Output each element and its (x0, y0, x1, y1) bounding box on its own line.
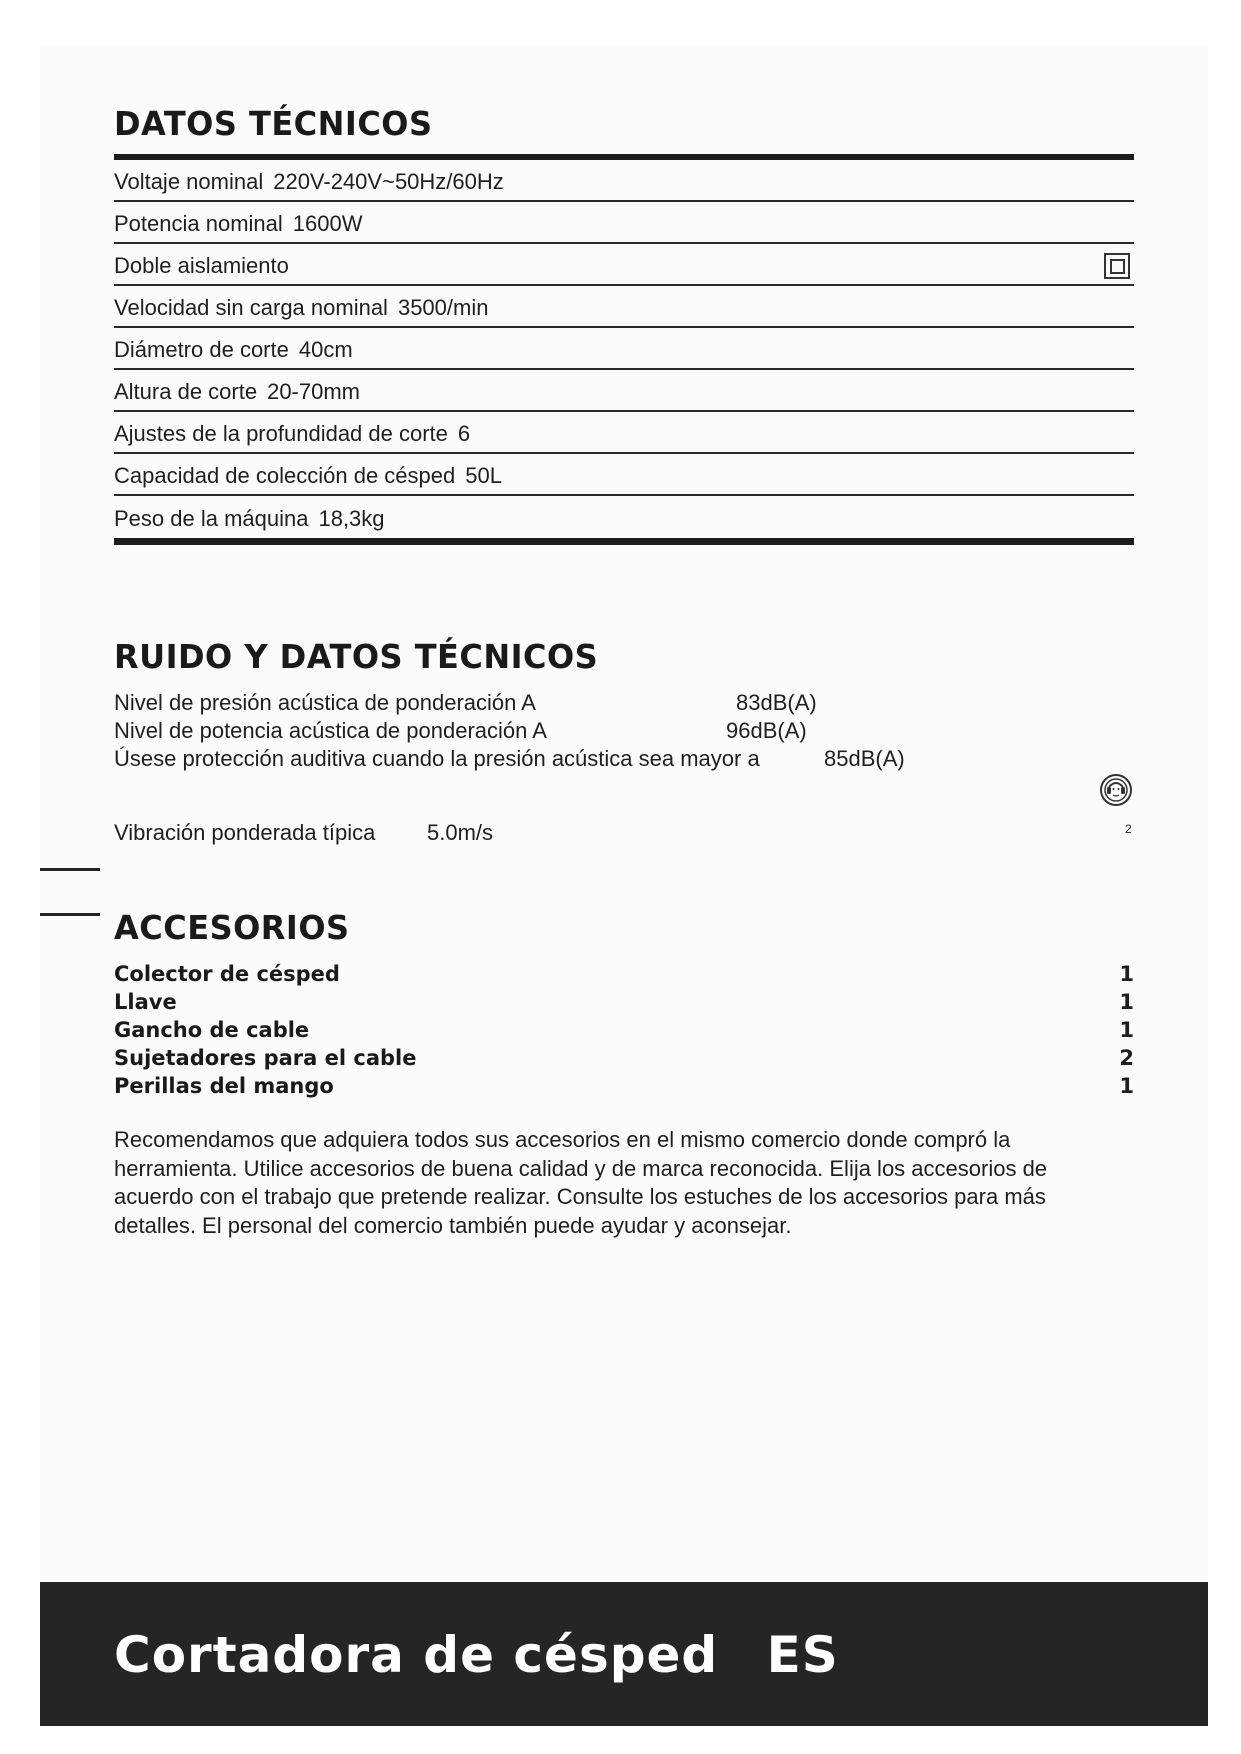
spec-row (114, 496, 1134, 538)
spec-row (114, 286, 1134, 328)
accessory-qty: 2 (1119, 1046, 1134, 1070)
spec-row (114, 160, 1134, 202)
spec-value: 18,3kg (318, 506, 385, 531)
accessory-name: Sujetadores para el cable (114, 1046, 417, 1070)
footer-banner (40, 1582, 1208, 1726)
technical-data-title: DATOS TÉCNICOS (114, 104, 433, 143)
spec-label: Velocidad sin carga nominal (114, 295, 388, 320)
spec-value: 3500/min (397, 295, 489, 320)
accessories-paragraph (114, 1126, 1144, 1240)
paragraph-line: acuerdo con el trabajo que pretende realizar. Consulte los estuches de los accesorios para más (114, 1184, 1046, 1209)
language-code: ES (766, 1626, 839, 1684)
accessory-name: Colector de césped (114, 962, 340, 986)
accessory-name: Perillas del mango (114, 1074, 334, 1098)
spec-label: Altura de corte (114, 379, 258, 404)
spec-label: Diámetro de corte (114, 337, 289, 362)
spec-row (114, 454, 1134, 496)
ear-protection-icon (1100, 774, 1132, 806)
spec-label: Ajustes de la profundidad de corte (114, 421, 448, 446)
accessory-qty: 1 (1119, 1018, 1134, 1042)
product-name: Cortadora de césped (114, 1626, 719, 1684)
margin-mark (40, 868, 100, 871)
spec-value: 6 (457, 421, 471, 446)
noise-data-title: RUIDO Y DATOS TÉCNICOS (114, 637, 599, 676)
spec-value: 50L (465, 463, 502, 488)
accessories-title: ACCESORIOS (114, 908, 350, 947)
spec-row (114, 412, 1134, 454)
spec-value: 220V-240V~50Hz/60Hz (273, 169, 504, 194)
spec-row (114, 328, 1134, 370)
spec-value: 40cm (298, 337, 353, 362)
double-insulation-icon (1104, 253, 1130, 279)
accessory-name: Gancho de cable (114, 1018, 310, 1042)
accessory-qty: 1 (1119, 1074, 1134, 1098)
spec-label: Potencia nominal (114, 211, 283, 236)
spec-label: Voltaje nominal (114, 169, 264, 194)
spec-value: 1600W (292, 211, 363, 236)
vibration-exponent: 2 (1125, 822, 1132, 836)
noise-label: Nivel de potencia acústica de ponderación A (114, 718, 547, 743)
spec-value: 20-70mm (267, 379, 360, 404)
paragraph-line: herramienta. Utilice accesorios de buena calidad y de marca reconocida. Elija los accesorios de (114, 1155, 1048, 1181)
technical-data-table (114, 154, 1134, 545)
spec-row (114, 370, 1134, 412)
paragraph-line: detalles. El personal del comercio también puede ayudar y aconsejar. (114, 1212, 792, 1238)
spec-label: Capacidad de colección de césped (114, 463, 456, 488)
noise-value: 85dB(A) (824, 746, 905, 771)
noise-value: 83dB(A) (736, 690, 817, 715)
spec-label: Doble aislamiento (114, 253, 289, 278)
spec-label: Peso de la máquina (114, 506, 309, 531)
noise-label: Nivel de presión acústica de ponderación A (114, 690, 536, 715)
noise-value: 96dB(A) (726, 718, 807, 743)
accessory-name: Llave (114, 990, 177, 1014)
accessory-qty: 1 (1119, 990, 1134, 1014)
footer-title (114, 1626, 839, 1684)
paragraph-line: Recomendamos que adquiera todos sus accesorios en el mismo comercio donde compró la (114, 1127, 1011, 1152)
spec-row (114, 202, 1134, 244)
margin-mark (40, 913, 100, 916)
vibration-value: 5.0m/s (427, 820, 494, 845)
vibration-label: Vibración ponderada típica (114, 820, 376, 845)
noise-label: Úsese protección auditiva cuando la presión acústica sea mayor a (114, 746, 760, 771)
accessory-qty: 1 (1119, 962, 1134, 986)
spec-row (114, 244, 1134, 286)
